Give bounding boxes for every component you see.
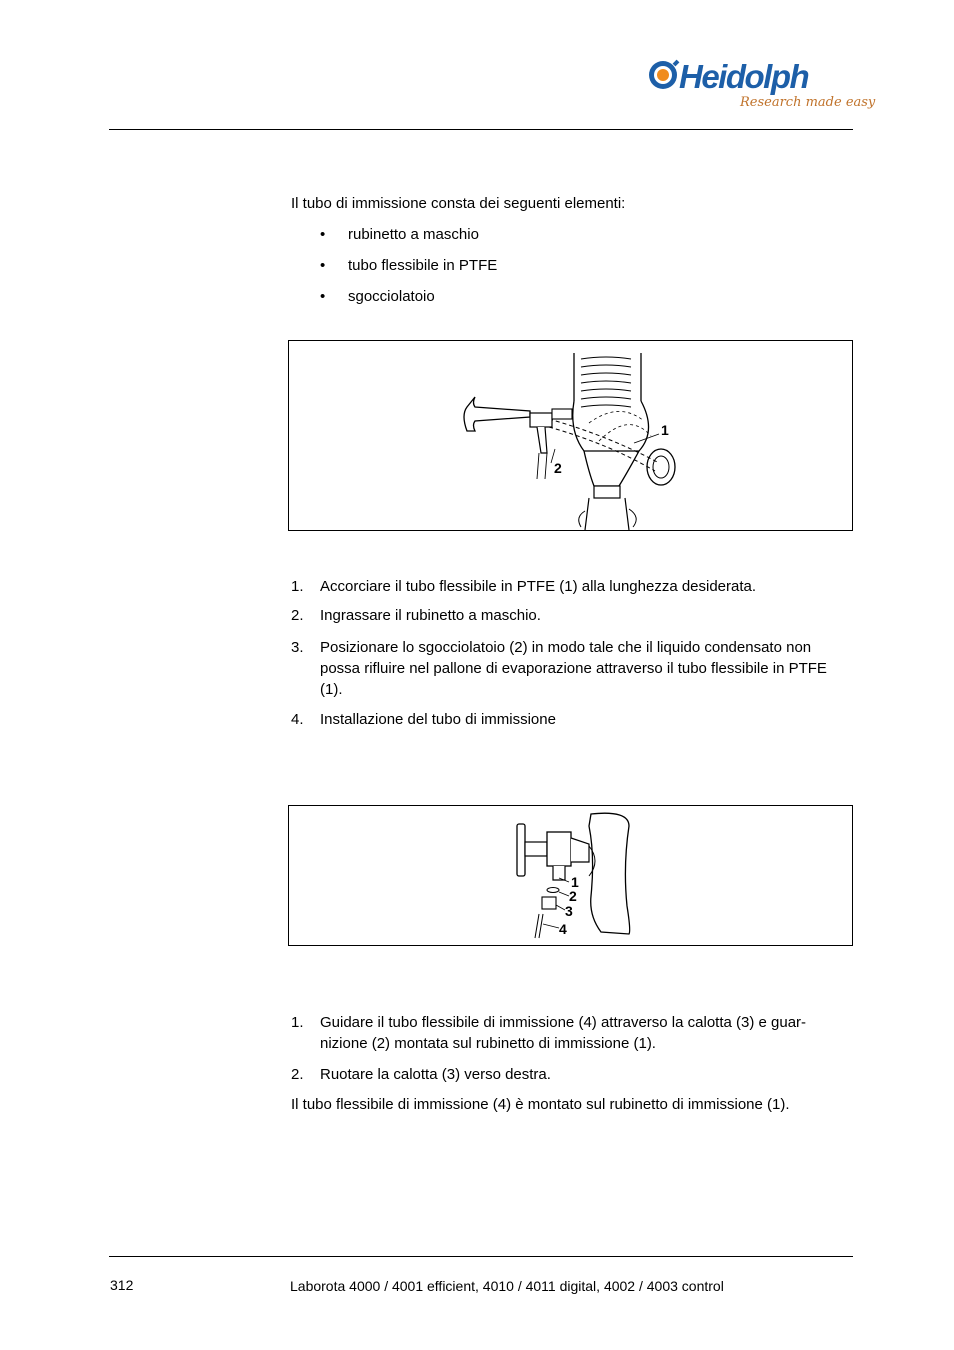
callout-label: 3 <box>565 903 573 919</box>
page-number: 312 <box>110 1277 134 1293</box>
intro-text: Il tubo di immissione consta dei seguenti elementi: <box>291 195 626 212</box>
callout-label: 2 <box>554 460 562 476</box>
bullet-item: sgocciolatoio <box>348 288 435 305</box>
callout-label: 4 <box>559 921 567 937</box>
step-number: 2. <box>291 1066 304 1083</box>
bullet-marker: • <box>320 257 326 274</box>
heidolph-logo-mark <box>645 52 876 114</box>
step-number: 3. <box>291 639 304 656</box>
bullet-item: rubinetto a maschio <box>348 226 479 243</box>
brand-logo <box>645 52 876 114</box>
callout-label: 1 <box>661 422 669 438</box>
inlet-tube-illustration <box>289 341 852 530</box>
inlet-valve-illustration <box>289 806 852 945</box>
bullet-marker: • <box>320 226 326 243</box>
step-text: Accorciare il tubo flessibile in PTFE (1) alla lunghezza desiderata. <box>320 578 757 595</box>
figure-inlet-tube-assembly <box>288 340 853 531</box>
logo-text: Heidolph <box>679 58 809 95</box>
bullet-marker: • <box>320 288 326 305</box>
step-number: 1. <box>291 1014 304 1031</box>
logo-tagline: Research made easy <box>740 95 876 110</box>
step-text: Posizionare lo sgocciolatoio (2) in modo tale che il liquido condensato non possa rifluire nel pallone di evaporazione attraverso il tubo flessibile in PTFE (1). <box>320 639 827 698</box>
footer-rule <box>109 1256 853 1257</box>
header-rule <box>109 129 853 130</box>
step-text: Ruotare la calotta (3) verso destra. <box>320 1066 551 1083</box>
step-number: 2. <box>291 607 304 624</box>
figure-inlet-valve-detail <box>288 805 853 946</box>
step-text: Guidare il tubo flessibile di immissione (4) attraverso la calotta (3) e guar-nizione (2) montata sul rubinetto di immissione (1). <box>320 1014 807 1052</box>
callout-label: 1 <box>571 874 579 890</box>
step-text: Installazione del tubo di immissione <box>320 711 556 728</box>
footer-product: Laborota 4000 / 4001 efficient, 4010 / 4011 digital, 4002 / 4003 control <box>290 1278 724 1294</box>
bullet-item: tubo flessibile in PTFE <box>348 257 498 274</box>
step-number: 1. <box>291 578 304 595</box>
callout-label: 2 <box>569 888 577 904</box>
step-text: Ingrassare il rubinetto a maschio. <box>320 607 541 624</box>
step-number: 4. <box>291 711 304 728</box>
conclusion-text: Il tubo flessibile di immissione (4) è montato sul rubinetto di immissione (1). <box>291 1096 790 1113</box>
